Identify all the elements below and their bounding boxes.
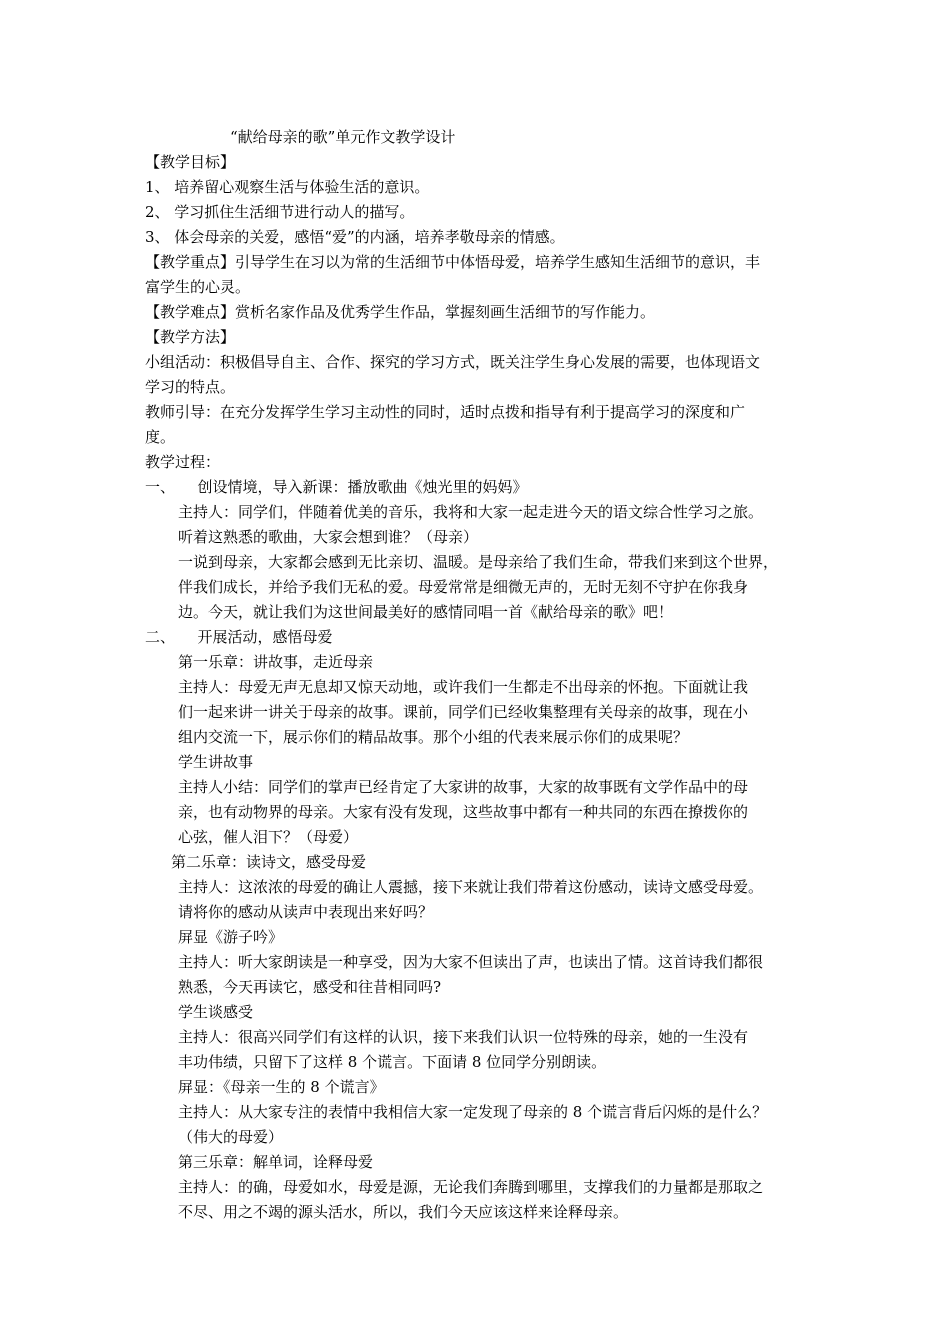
document-title: “献给母亲的歌”单元作文教学设计	[230, 128, 456, 146]
student-feeling-label: 学生谈感受	[178, 1003, 254, 1021]
method-teacher-line-1: 教师引导：在充分发挥学生学习主动性的同时，适时点拨和指导有利于提高学习的深度和广	[145, 403, 746, 421]
heading-teaching-method: 【教学方法】	[145, 328, 236, 346]
teaching-focus-line-1: 【教学重点】引导学生在习以为常的生活细节中体悟母爱，培养学生感知生活细节的意识，丰	[145, 253, 761, 271]
movement-two-host-line-1: 主持人：这浓浓的母爱的确让人震撼，接下来就让我们带着这份感动，读诗文感受母爱。	[178, 878, 764, 896]
teaching-difficulty: 【教学难点】赏析名家作品及优秀学生作品，掌握刻画生活细节的写作能力。	[145, 303, 656, 321]
movement-one-host-line-1: 主持人：母爱无声无息却又惊天动地，或许我们一生都走不出母亲的怀抱。下面就让我	[178, 678, 749, 696]
section-one-heading: 一、 创设情境，导入新课：播放歌曲《烛光里的妈妈》	[145, 478, 528, 496]
host-summary-line-1: 主持人小结：同学们的掌声已经肯定了大家讲的故事，大家的故事既有文学作品中的母	[178, 778, 749, 796]
movement-three-heading: 第三乐章：解单词，诠释母爱	[178, 1153, 374, 1171]
movement-two-heading: 第二乐章：读诗文，感受母爱	[171, 853, 367, 871]
host-summary-line-2: 亲，也有动物界的母亲。大家有没有发现，这些故事中都有一种共同的东西在撩拨你的	[178, 803, 749, 821]
host-intro-line-1: 主持人：同学们，伴随着优美的音乐，我将和大家一起走进今天的语文综合性学习之旅。	[178, 503, 764, 521]
host-lies-line-2: 丰功伟绩，只留下了这样 8 个谎言。下面请 8 位同学分别朗读。	[178, 1053, 607, 1071]
movement-one-host-line-2: 们一起来讲一讲关于母亲的故事。课前，同学们已经收集整理有关母亲的故事，现在小	[178, 703, 749, 721]
screen-youziyin: 屏显《游子吟》	[178, 928, 284, 946]
mother-intro-line-1: 一说到母亲，大家都会感到无比亲切、温暖。是母亲给了我们生命，带我们来到这个世界，	[178, 553, 779, 571]
host-expression-line-2: （伟大的母爱）	[178, 1128, 284, 1146]
host-reading-line-2: 熟悉，今天再读它，感受和往昔相同吗?	[178, 978, 442, 996]
host-summary-line-3: 心弦，催人泪下？（母爱）	[178, 828, 359, 846]
mother-intro-line-2: 伴我们成长，并给予我们无私的爱。母爱常常是细微无声的，无时无刻不守护在你我身	[178, 578, 749, 596]
movement-one-heading: 第一乐章：讲故事，走近母亲	[178, 653, 374, 671]
teaching-focus-line-2: 富学生的心灵。	[145, 278, 251, 296]
goal-item-1: 1、 培养留心观察生活与体验生活的意识。	[145, 178, 430, 196]
movement-three-host-line-2: 不尽、用之不竭的源头活水，所以，我们今天应该这样来诠释母亲。	[178, 1203, 629, 1221]
host-intro-line-2: 听着这熟悉的歌曲，大家会想到谁？（母亲）	[178, 528, 479, 546]
host-reading-line-1: 主持人：听大家朗读是一种享受，因为大家不但读出了声，也读出了情。这首诗我们都很	[178, 953, 764, 971]
heading-teaching-goals: 【教学目标】	[145, 153, 236, 171]
heading-teaching-process: 教学过程：	[145, 453, 221, 471]
student-story-label: 学生讲故事	[178, 753, 254, 771]
section-two-heading: 二、 开展活动，感悟母爱	[145, 628, 333, 646]
method-group-line-1: 小组活动：积极倡导自主、合作、探究的学习方式，既关注学生身心发展的需要，也体现语文	[145, 353, 761, 371]
movement-one-host-line-3: 组内交流一下，展示你们的精品故事。那个小组的代表来展示你们的成果呢？	[178, 728, 689, 746]
goal-item-3: 3、 体会母亲的关爱，感悟“爱”的内涵，培养孝敬母亲的情感。	[145, 228, 565, 246]
method-teacher-line-2: 度。	[145, 428, 176, 446]
mother-intro-line-3: 边。今天，就让我们为这世间最美好的感情同唱一首《献给母亲的歌》吧！	[178, 603, 674, 621]
movement-three-host-line-1: 主持人：的确，母爱如水，母爱是源，无论我们奔腾到哪里，支撑我们的力量都是那取之	[178, 1178, 764, 1196]
screen-eight-lies: 屏显：《母亲一生的 8 个谎言》	[178, 1078, 385, 1096]
host-lies-line-1: 主持人：很高兴同学们有这样的认识，接下来我们认识一位特殊的母亲，她的一生没有	[178, 1028, 749, 1046]
goal-item-2: 2、 学习抓住生活细节进行动人的描写。	[145, 203, 415, 221]
movement-two-host-line-2: 请将你的感动从读声中表现出来好吗？	[178, 903, 434, 921]
method-group-line-2: 学习的特点。	[145, 378, 236, 396]
host-expression-line-1: 主持人：从大家专注的表情中我相信大家一定发现了母亲的 8 个谎言背后闪烁的是什么？	[178, 1103, 768, 1121]
